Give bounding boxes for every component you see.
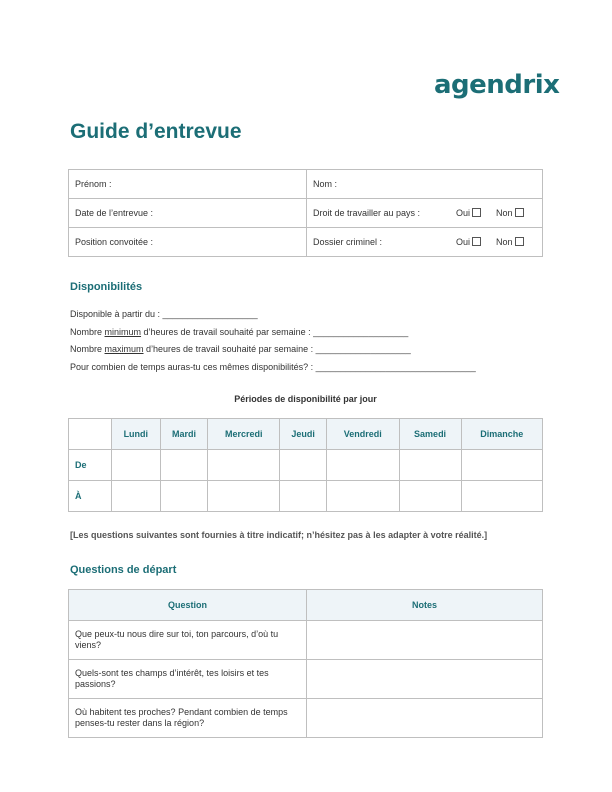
- availability-cell[interactable]: [327, 450, 400, 481]
- day-header: Jeudi: [280, 419, 327, 450]
- page-title: Guide d’entrevue: [70, 120, 242, 143]
- droit-non-checkbox[interactable]: Non: [496, 208, 536, 218]
- availability-cell[interactable]: [208, 450, 280, 481]
- notes-column-header: Notes: [307, 590, 543, 621]
- minimum-hours-line[interactable]: Nombre minimum d’heures de travail souhaité par semaine : ___________________: [70, 326, 409, 337]
- periodes-caption: Périodes de disponibilité par jour: [234, 394, 377, 404]
- notes-cell[interactable]: [307, 699, 543, 738]
- day-header: Mardi: [160, 419, 208, 450]
- table-row: [69, 660, 543, 699]
- date-entrevue-field[interactable]: Date de l’entrevue :: [69, 199, 307, 228]
- day-header: Vendredi: [327, 419, 400, 450]
- day-header: Lundi: [112, 419, 161, 450]
- question-cell: Que peux-tu nous dire sur toi, ton parcours, d’où tu viens?: [69, 621, 307, 660]
- questions-heading: Questions de départ: [70, 564, 177, 576]
- table-row: [69, 699, 543, 738]
- question-cell: Quels-sont tes champs d’intérêt, tes loisirs et tes passions?: [69, 660, 307, 699]
- nom-field[interactable]: Nom :: [307, 170, 543, 199]
- availability-cell[interactable]: [160, 450, 208, 481]
- dossier-non-checkbox[interactable]: Non: [496, 237, 536, 247]
- indicative-note: [Les questions suivantes sont fournies à titre indicatif; n’hésitez pas à les adapter à votre réalité.]: [70, 530, 488, 540]
- position-convoitee-field[interactable]: Position convoitée :: [69, 228, 307, 257]
- questions-table: [68, 589, 543, 738]
- agendrix-logo: agendrix: [434, 70, 560, 100]
- droit-travailler-field: Droit de travailler au pays : Oui Non: [307, 199, 543, 228]
- maximum-hours-line[interactable]: Nombre maximum d’heures de travail souhaité par semaine : ___________________: [70, 344, 411, 355]
- row-label-a: À: [69, 481, 112, 512]
- disponibilites-heading: Disponibilités: [70, 281, 143, 293]
- availability-cell[interactable]: [112, 481, 161, 512]
- prenom-field[interactable]: Prénom :: [69, 170, 307, 199]
- availability-table: [68, 418, 543, 512]
- day-header: Mercredi: [208, 419, 280, 450]
- duration-line[interactable]: Pour combien de temps auras-tu ces mêmes disponibilités? : ________________________________: [70, 362, 476, 373]
- row-label-de: De: [69, 450, 112, 481]
- availability-cell[interactable]: [327, 481, 400, 512]
- dossier-criminel-field: Dossier criminel : Oui Non: [307, 228, 543, 257]
- day-header: Dimanche: [461, 419, 542, 450]
- availability-cell[interactable]: [461, 450, 542, 481]
- availability-cell[interactable]: [160, 481, 208, 512]
- availability-cell[interactable]: [280, 481, 327, 512]
- dossier-oui-checkbox[interactable]: Oui: [456, 237, 496, 247]
- disponibilites-lines: [70, 306, 550, 377]
- question-column-header: Question: [69, 590, 307, 621]
- availability-cell[interactable]: [399, 450, 461, 481]
- disponible-line[interactable]: Disponible à partir du : ___________________: [70, 309, 258, 319]
- notes-cell[interactable]: [307, 660, 543, 699]
- droit-oui-checkbox[interactable]: Oui: [456, 208, 496, 218]
- question-cell: Où habitent tes proches? Pendant combien de temps penses-tu rester dans la région?: [69, 699, 307, 738]
- availability-cell[interactable]: [208, 481, 280, 512]
- table-row: [69, 621, 543, 660]
- availability-cell[interactable]: [112, 450, 161, 481]
- day-header: Samedi: [399, 419, 461, 450]
- availability-cell[interactable]: [399, 481, 461, 512]
- corner-cell: [69, 419, 112, 450]
- availability-cell[interactable]: [461, 481, 542, 512]
- notes-cell[interactable]: [307, 621, 543, 660]
- candidate-info-table: [68, 169, 543, 257]
- availability-cell[interactable]: [280, 450, 327, 481]
